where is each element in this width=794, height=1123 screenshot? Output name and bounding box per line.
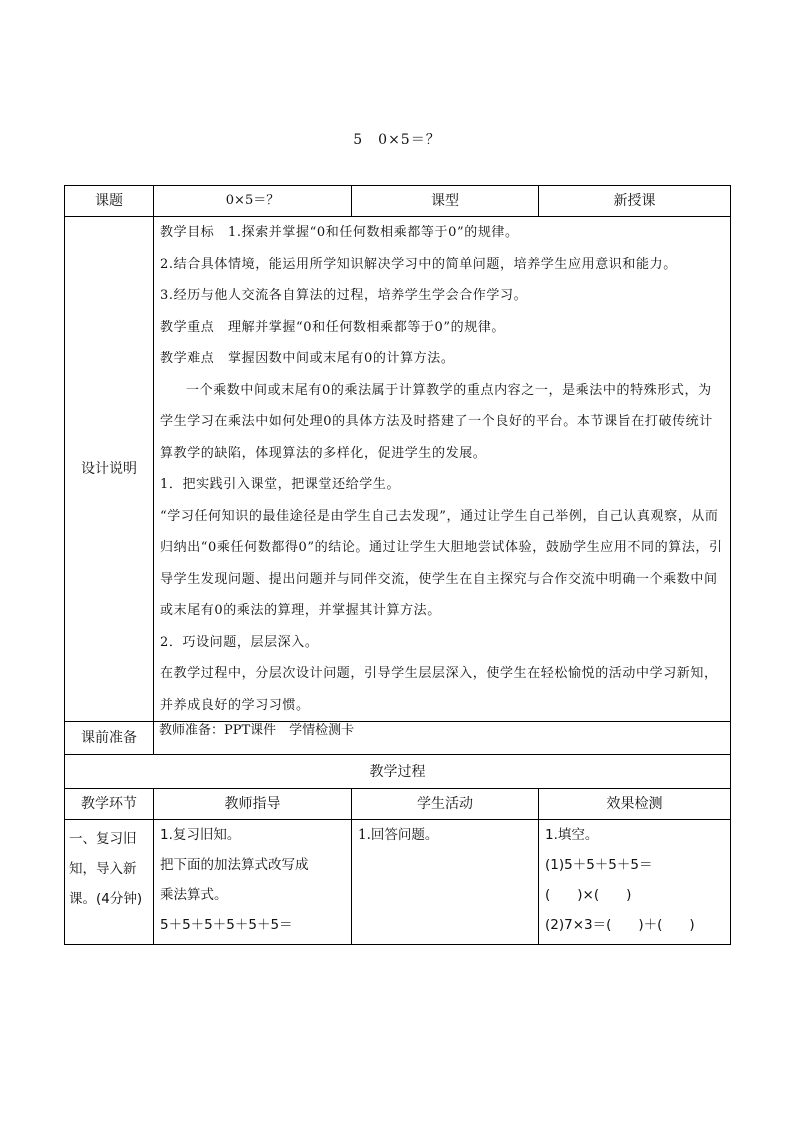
topic-row: [65, 186, 731, 217]
column-header-row: [65, 789, 731, 820]
design-line: 教学目标 1.探索并掌握“0和任何数相乘都等于0”的规律。: [160, 225, 519, 240]
stage1-name: [65, 820, 154, 945]
prep-value: 教师准备：PPT课件 学情检测卡: [154, 722, 731, 755]
prep-row: [65, 722, 731, 755]
check-line: (1)5＋5＋5＋5＝: [545, 857, 653, 873]
student-line: 1.回答问题。: [358, 827, 439, 843]
design-line: 3.经历与他人交流各自算法的过程，培养学生学会合作学习。: [160, 288, 528, 303]
teacher-line: 乘法算式。: [160, 887, 228, 903]
design-row: [65, 217, 731, 722]
topic-label: 课题: [65, 186, 154, 217]
stage1-check: [539, 820, 731, 945]
design-paragraph: 一个乘数中间或末尾有0的乘法属于计算教学的重点内容之一，是乘法中的特殊形式，为学生学习在乘法中如何处理0的具体方法及时搭建了一个良好的平台。本节课旨在打破传统计算教学的缺陷，体现算法的多样化，促进学生的发展。: [160, 382, 713, 461]
stage-line: 知，导入新: [69, 861, 137, 877]
design-line: 教学难点 掌握因数中间或末尾有0的计算方法。: [160, 351, 455, 366]
topic-value: 0×5＝？: [154, 186, 352, 217]
stage-line: 一、复习旧: [69, 831, 137, 847]
col-stage: 教学环节: [65, 789, 154, 820]
design-line: 1．把实践引入课堂，把课堂还给学生。: [160, 477, 401, 492]
col-check: 效果检测: [539, 789, 731, 820]
design-paragraph: “学习任何知识的最佳途径是由学生自己去发现”，通过让学生自己举例，自己认真观察，从而归纳出“0乘任何数都得0”的结论。通过让学生大胆地尝试体验，鼓励学生应用不同的算法，引导学生发现问题、提出问题并与同伴交流，使学生在自主探究与合作交流中明确一个乘数中间或末尾有0的乘法的算理，并掌握其计算方法。: [160, 508, 723, 618]
check-line: (2)7×3＝( )＋( ): [545, 917, 695, 933]
lesson-plan-table: [64, 185, 731, 945]
check-line: ( )×( ): [545, 887, 632, 903]
process-header: 教学过程: [65, 755, 731, 789]
col-teacher: 教师指导: [154, 789, 352, 820]
col-student: 学生活动: [352, 789, 539, 820]
design-line: 教学重点 理解并掌握“0和任何数相乘都等于0”的规律。: [160, 319, 506, 335]
design-line: 2．巧设问题，层层深入。: [160, 634, 319, 650]
design-label: 设计说明: [65, 217, 154, 722]
stage1-teacher: [154, 820, 352, 945]
type-label: 课型: [352, 186, 539, 217]
process-header-row: [65, 755, 731, 789]
teacher-line: 5＋5＋5＋5＋5＋5＝: [160, 917, 293, 933]
design-paragraph: 在教学过程中，分层次设计问题，引导学生层层深入，使学生在轻松愉悦的活动中学习新知，并养成良好的学习习惯。: [160, 666, 718, 713]
stage1-student: [352, 820, 539, 945]
stage-line: 课。(4分钟): [69, 891, 143, 907]
type-value: 新授课: [539, 186, 731, 217]
teacher-line: 1.复习旧知。: [160, 827, 241, 843]
teacher-line: 把下面的加法算式改写成: [160, 857, 309, 873]
design-content: [154, 217, 731, 722]
stage1-row: [65, 820, 731, 945]
page-title: 5 0×5＝？: [353, 132, 441, 148]
prep-label: 课前准备: [65, 722, 154, 755]
design-line: 2.结合具体情境，能运用所学知识解决学习中的简单问题，培养学生应用意识和能力。: [160, 256, 677, 272]
check-line: 1.填空。: [545, 827, 599, 843]
